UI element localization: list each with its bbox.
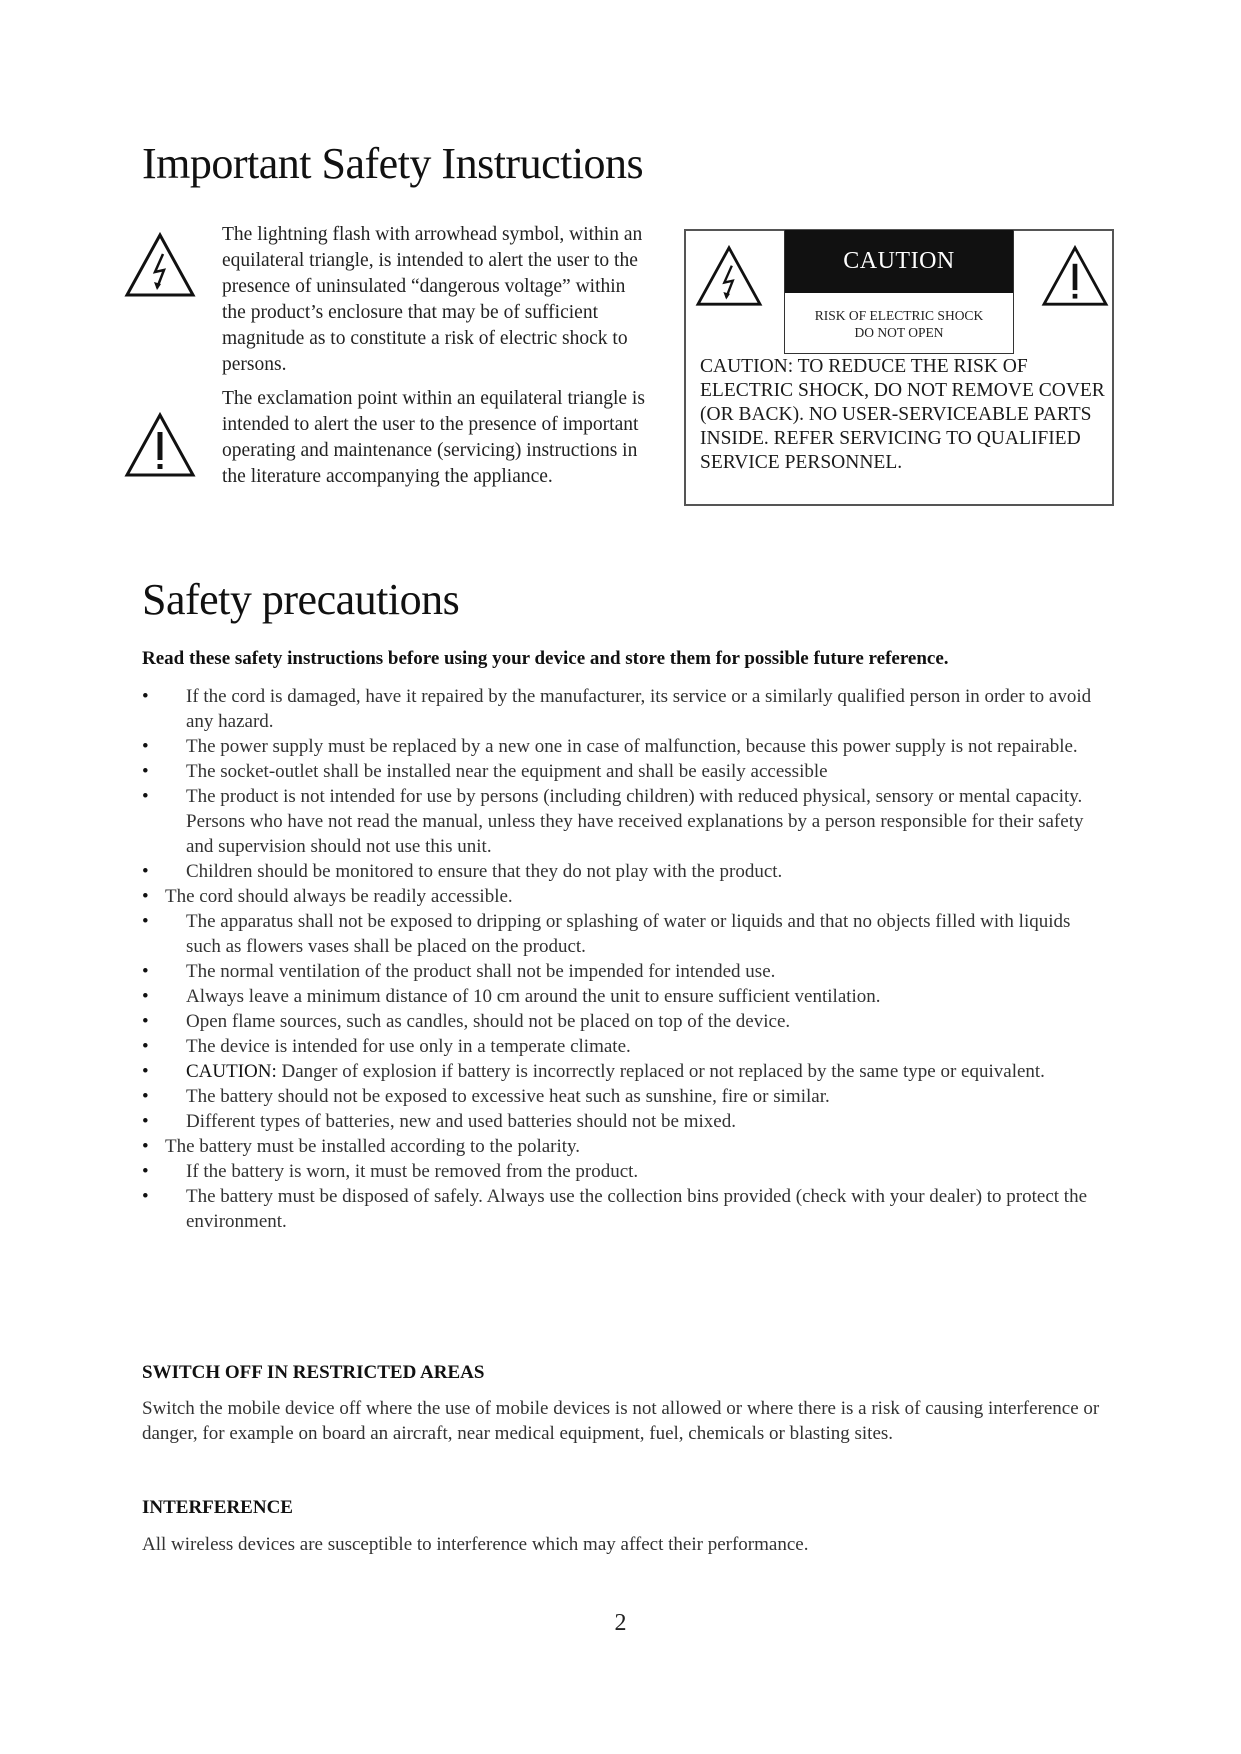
list-item: • Open flame sources, such as candles, should not be placed on top of the device.	[142, 1009, 1102, 1034]
list-item: • Children should be monitored to ensure that they do not play with the product.	[142, 859, 1102, 884]
caution-header: CAUTION	[785, 230, 1013, 293]
list-item: • If the battery is worn, it must be removed from the product.	[142, 1159, 1102, 1184]
caution-label-box	[684, 229, 1114, 506]
page-number: 2	[614, 1610, 627, 1636]
exclamation-warning-icon	[1041, 245, 1109, 307]
interference-heading: INTERFERENCE	[142, 1497, 293, 1518]
list-item: • The normal ventilation of the product shall not be impended for intended use.	[142, 959, 1102, 984]
list-item: • The socket-outlet shall be installed near the equipment and shall be easily accessible	[142, 759, 1102, 784]
safety-precautions-title: Safety precautions	[142, 575, 460, 624]
do-not-open-text: DO NOT OPEN	[854, 325, 944, 340]
risk-electric-shock-text: RISK OF ELECTRIC SHOCK	[814, 308, 984, 323]
intro-text: Read these safety instructions before using your device and store them for possible future reference.	[142, 648, 949, 669]
precautions-list	[142, 684, 1102, 1234]
list-item: • The device is intended for use only in a temperate climate.	[142, 1034, 1102, 1059]
list-item: • The product is not intended for use by persons (including children) with reduced physical, sensory or mental capacity. Persons who have not read the manual, unless they have received explanations by a person responsible for their safety and supervision should not use this unit.	[142, 784, 1102, 859]
list-item: • The power supply must be replaced by a new one in case of malfunction, because this power supply is not repairable.	[142, 734, 1102, 759]
interference-text: All wireless devices are susceptible to interference which may affect their performance.	[142, 1534, 809, 1555]
list-item	[142, 1059, 1102, 1084]
lightning-symbol-description: The lightning flash with arrowhead symbol, within an equilateral triangle, is intended to alert the user to the presence of uninsulated “dangerous voltage” within the product’s enclosure that may be of sufficient magnitude as to constitute a risk of electric shock to persons.	[222, 224, 643, 375]
switch-off-text: Switch the mobile device off where the use of mobile devices is not allowed or where there is a risk of causing interference or danger, for example on board an aircraft, near medical equipment, fuel, chemicals or blasting sites.	[142, 1398, 1100, 1444]
list-item: • The battery must be installed according to the polarity.	[142, 1134, 1102, 1159]
list-item: • The battery must be disposed of safely. Always use the collection bins provided (check with your dealer) to protect the environment.	[142, 1184, 1102, 1234]
switch-off-heading: SWITCH OFF IN RESTRICTED AREAS	[142, 1362, 485, 1383]
list-item: • Always leave a minimum distance of 10 cm around the unit to ensure sufficient ventilation.	[142, 984, 1102, 1009]
caution-inner-panel	[784, 230, 1014, 354]
list-item: • The apparatus shall not be exposed to dripping or splashing of water or liquids and that no objects filled with liquids such as flowers vases shall be placed on the product.	[142, 909, 1102, 959]
exclamation-symbol-description: The exclamation point within an equilateral triangle is intended to alert the user to the presence of important operating and maintenance (servicing) instructions in the literature accompanying the appliance.	[222, 388, 645, 487]
caution-instructions-text: CAUTION: TO REDUCE THE RISK OF ELECTRIC SHOCK, DO NOT REMOVE COVER (OR BACK). NO USER-SERVICEABLE PARTS INSIDE. REFER SERVICING TO QUALIFIED SERVICE PERSONNEL.	[700, 356, 1105, 473]
important-safety-title: Important Safety Instructions	[142, 139, 644, 188]
list-item: • The battery should not be exposed to excessive heat such as sunshine, fire or similar.	[142, 1084, 1102, 1109]
lightning-warning-icon	[124, 232, 196, 298]
list-item: • The cord should always be readily accessible.	[142, 884, 1102, 909]
caution-label: CAUTION:	[186, 1061, 277, 1082]
exclamation-warning-icon	[124, 412, 196, 478]
battery-caution-text: Danger of explosion if battery is incorrectly replaced or not replaced by the same type or equivalent.	[281, 1061, 1045, 1082]
list-item: • If the cord is damaged, have it repaired by the manufacturer, its service or a similarly qualified person in order to avoid any hazard.	[142, 684, 1102, 734]
list-item: • Different types of batteries, new and used batteries should not be mixed.	[142, 1109, 1102, 1134]
lightning-warning-icon	[695, 245, 763, 307]
